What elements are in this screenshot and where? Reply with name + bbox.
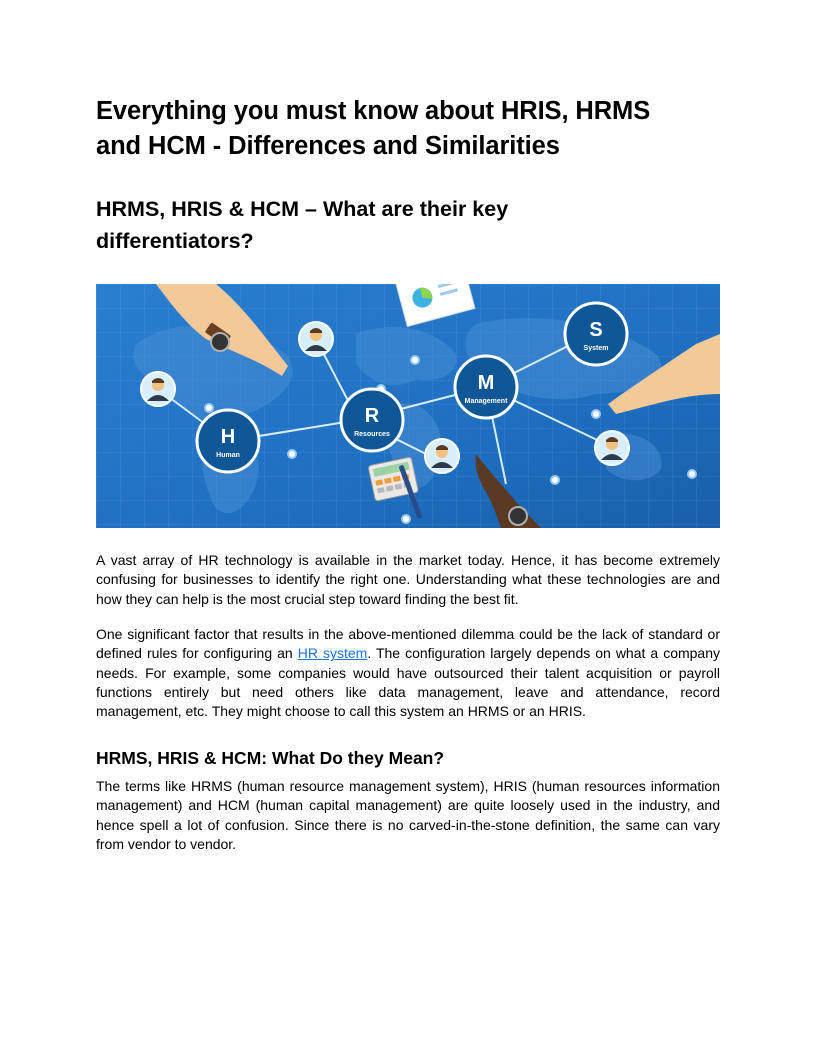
node-letter: M	[477, 372, 495, 394]
node-label: Management	[464, 398, 508, 405]
avatar	[299, 322, 333, 356]
node-letter: S	[589, 319, 603, 341]
subtitle-line-2: differentiators?	[96, 229, 254, 253]
avatar	[141, 372, 175, 406]
node-label: System	[583, 345, 609, 352]
node-system	[565, 303, 627, 365]
node-label: Human	[216, 452, 240, 459]
node-letter: R	[364, 405, 380, 427]
paragraph-2	[96, 625, 720, 721]
paragraph-3: The terms like HRMS (human resource management system), HRIS (human resources information management) and HCM (human capital management) are quite loosely used in the industry, and hence spell a lot of confusion. Since there is no carved-in-the-stone definition, the same can vary from vendor to vendor.	[96, 778, 720, 852]
hr-system-link[interactable]: HR system	[297, 645, 368, 662]
document-subtitle	[96, 193, 720, 257]
node-label: Resources	[354, 431, 390, 438]
node-letter: H	[220, 426, 236, 448]
node-human	[197, 410, 259, 472]
title-line-2: and HCM - Differences and Similarities	[96, 132, 560, 160]
avatar	[425, 439, 459, 473]
subtitle-line-1: HRMS, HRIS & HCM – What are their key	[96, 197, 509, 221]
paragraph-1: A vast array of HR technology is available in the market today. Hence, it has become extremely confusing for businesses to identify the right one. Understanding what these technologies are and how they can help is the most crucial step toward finding the best fit.	[96, 552, 720, 607]
node-resources	[341, 389, 403, 451]
title-line-1: Everything you must know about HRIS, HRMS	[96, 97, 651, 125]
document-title	[96, 94, 720, 164]
paragraph-2-text-b: . The configuration largely depends on what a company needs. For example, some companies would have outsourced their talent acquisition or payroll functions entirely but need others like data management, leave and attendance, record management, etc. They might choose to call this system an HRMS or an HRIS.	[96, 645, 721, 720]
avatar	[595, 431, 629, 465]
hero-illustration	[96, 284, 720, 528]
paragraph-2-text-a: One significant factor that results in the above-mentioned dilemma could be the lack of standard or defined rules for configuring an	[96, 626, 720, 662]
node-management	[455, 356, 517, 418]
section-heading: HRMS, HRIS & HCM: What Do they Mean?	[96, 748, 445, 768]
